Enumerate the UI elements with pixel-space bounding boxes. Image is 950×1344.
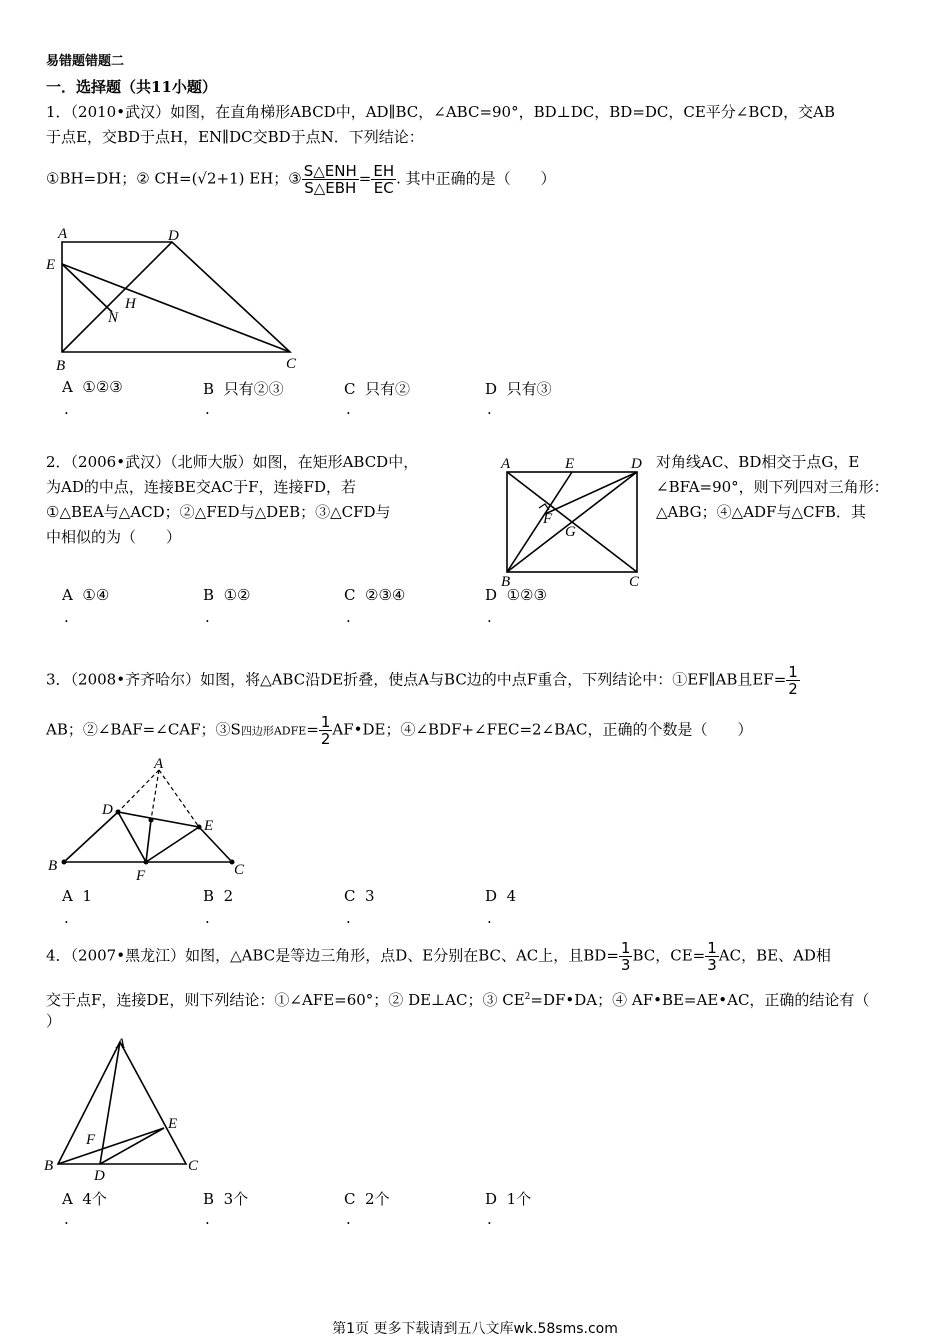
q3-point-d xyxy=(116,810,121,815)
q2-right-line-3: △ABG；④△ADF与△CFB．其 xyxy=(656,503,866,521)
q3-side-bd xyxy=(64,812,118,862)
q2-segment-be xyxy=(507,472,572,572)
q1-option-b[interactable]: B 只有②③ . xyxy=(203,380,284,418)
q1-label-n: N xyxy=(108,310,119,326)
q3-options xyxy=(62,887,582,933)
q4-line-1: 4．（2007•黑龙江）如图，△ABC是等边三角形，点D、E分别在BC、AC上，且BD= $\frac{1}{3}$ BC，CE= $\frac{1}{3}$ AC，BE、AD相 xyxy=(46,939,831,974)
q3-point-b xyxy=(62,860,67,865)
q4-label-a: A xyxy=(116,1036,126,1052)
q3-dashed-ae xyxy=(159,770,199,827)
q3-half-fraction-2: $\frac{1}{2}$ xyxy=(320,713,331,748)
q1-options xyxy=(62,378,582,424)
q2-label-g: G xyxy=(565,524,576,540)
q2-left-line-2: 为AD的中点，连接BE交AC于F，连接FD，若 xyxy=(46,478,356,496)
q3-point-inner xyxy=(149,818,154,823)
q2-label-e: E xyxy=(565,456,575,472)
q3-label-e: E xyxy=(204,818,214,834)
q2-right-line-1: 对角线AC、BD相交于点G，E xyxy=(656,453,860,471)
q4-label-c: C xyxy=(188,1158,199,1174)
q3-label-b: B xyxy=(48,858,58,874)
q4-option-a[interactable]: A 4个 . xyxy=(62,1190,107,1228)
q4-label-f: F xyxy=(86,1132,96,1148)
q1-trapezoid-figure xyxy=(40,222,310,374)
q4-option-c[interactable]: C 2个 . xyxy=(344,1190,390,1228)
q4-line-2: 交于点F，连接DE，则下列结论：①∠AFE=60°；② DE⊥AC；③ $CE^2=DF•DA$；④ AF•BE=AE•AC，正确的结论有（ xyxy=(46,991,870,1009)
q1-conclusions-c: . 其中正确的是（ ） xyxy=(396,169,556,188)
q1-label-e: E xyxy=(46,257,56,273)
q4-triangle-figure xyxy=(42,1034,217,1186)
q4-third-fraction-2: $\frac{1}{3}$ xyxy=(707,939,717,974)
q2-left-line-3: ①△BEA与△ACD；②△FED与△DEB；③△CFD与 xyxy=(46,503,391,521)
q3-half-fraction: $\frac{1}{2}$ xyxy=(788,663,798,698)
q2-option-d[interactable]: D ①②③ . xyxy=(485,586,547,626)
q2-rectangle-figure xyxy=(495,452,650,587)
q1-option-d[interactable]: D 只有③ . xyxy=(485,380,552,418)
q2-label-a: A xyxy=(501,456,511,472)
q3-label-a: A xyxy=(154,756,164,772)
q1-label-h: H xyxy=(125,296,136,312)
q4-option-d[interactable]: D 1个 . xyxy=(485,1190,532,1228)
q1-conclusions-a: ①BH=DH；② CH= xyxy=(46,169,192,188)
q3-option-d[interactable]: D 4 . xyxy=(485,887,517,927)
q3-segment-ef xyxy=(146,827,199,862)
q1-line-3: ①BH=DH；② CH=(√2+1) EH；③ $\frac{\text{S△ENH}}{\text{S△EBH}}$ = $\frac{EH}{EC}$ . 其中正确的是（ ） xyxy=(46,162,556,197)
q1-conclusions-b: (√2+1) EH；③ xyxy=(191,169,302,188)
document-title: 易错题错题二 xyxy=(46,54,125,69)
q1-option-a[interactable]: A ①②③ . xyxy=(62,378,123,418)
q3-triangle-figure xyxy=(44,756,254,882)
q3-point-e xyxy=(197,825,202,830)
q4-third-fraction: $\frac{1}{3}$ xyxy=(620,939,631,974)
q1-option-c[interactable]: C 只有② . xyxy=(344,380,411,418)
q1-area-fraction: $\frac{\text{S△ENH}}{\text{S△EBH}}$ xyxy=(303,162,357,197)
q2-label-f: F xyxy=(543,511,553,527)
q1-line-2: 于点E，交BD于点H，EN∥DC交BD于点N．下列结论： xyxy=(46,128,424,146)
section-title: 一．选择题（共11小题） xyxy=(46,78,217,96)
q2-label-c: C xyxy=(629,574,640,587)
q1-label-b: B xyxy=(56,358,66,374)
q3-fold-de xyxy=(118,812,199,827)
q2-right-line-2: ∠BFA=90°，则下列四对三角形： xyxy=(656,478,889,496)
q2-option-a[interactable]: A ①④ . xyxy=(62,586,110,626)
q4-options xyxy=(62,1188,582,1234)
q2-label-d: D xyxy=(631,456,642,472)
q4-triangle-outline xyxy=(58,1042,186,1164)
q4-label-b: B xyxy=(44,1158,54,1174)
q3-segment-df xyxy=(118,812,146,862)
q3-label-f: F xyxy=(136,868,146,882)
q1-label-d: D xyxy=(168,228,179,244)
q3-line-1: 3．（2008•齐齐哈尔）如图，将△ABC沿DE折叠，使点A与BC边的中点F重合，下列结论中：①EF∥AB且EF= $\frac{1}{2}$ xyxy=(46,663,798,698)
q4-label-e: E xyxy=(168,1116,178,1132)
q2-label-b: B xyxy=(501,574,511,587)
q1-line-1: 1．（2010•武汉）如图，在直角梯形ABCD中，AD∥BC，∠ABC=90°，BD⊥DC，BD=DC，CE平分∠BCD，交AB xyxy=(46,103,836,121)
q3-segment-af-lower xyxy=(146,820,151,862)
q3-option-b[interactable]: B 2 . xyxy=(203,887,234,927)
q1-bisector-ce xyxy=(62,264,290,352)
q2-left-line-1: 2．（2006•武汉）（北师大版）如图，在矩形ABCD中， xyxy=(46,453,419,471)
q3-label-d: D xyxy=(102,802,113,818)
q1-label-a: A xyxy=(58,226,68,242)
q4-label-d: D xyxy=(94,1168,105,1184)
q2-options xyxy=(62,586,582,632)
q1-label-c: C xyxy=(286,356,297,372)
q1-segment-en xyxy=(62,264,112,312)
q3-label-c: C xyxy=(234,862,245,878)
q3-option-a[interactable]: A 1 . xyxy=(62,887,92,927)
q4-option-b[interactable]: B 3个 . xyxy=(203,1190,249,1228)
q1-ratio-fraction: $\frac{EH}{EC}$ xyxy=(373,162,395,197)
q3-option-c[interactable]: C 3 . xyxy=(344,887,375,927)
q4-line-3: ） xyxy=(46,1012,62,1030)
q2-left-line-4: 中相似的为（ ） xyxy=(46,528,182,546)
q3-point-f xyxy=(144,860,149,865)
q3-line-2: AB；②∠BAF=∠CAF；③S四边形ADFE= $\frac{1}{2}$ AF•DE；④∠BDF+∠FEC=2∠BAC，正确的个数是（ ） xyxy=(46,713,753,748)
page-footer: 第1页 更多下载请到五八文库wk.58sms.com xyxy=(332,1321,618,1337)
q1-diagonal-bd xyxy=(62,242,172,352)
q2-option-c[interactable]: C ②③④ . xyxy=(344,586,406,626)
q2-option-b[interactable]: B ①② . xyxy=(203,586,251,626)
